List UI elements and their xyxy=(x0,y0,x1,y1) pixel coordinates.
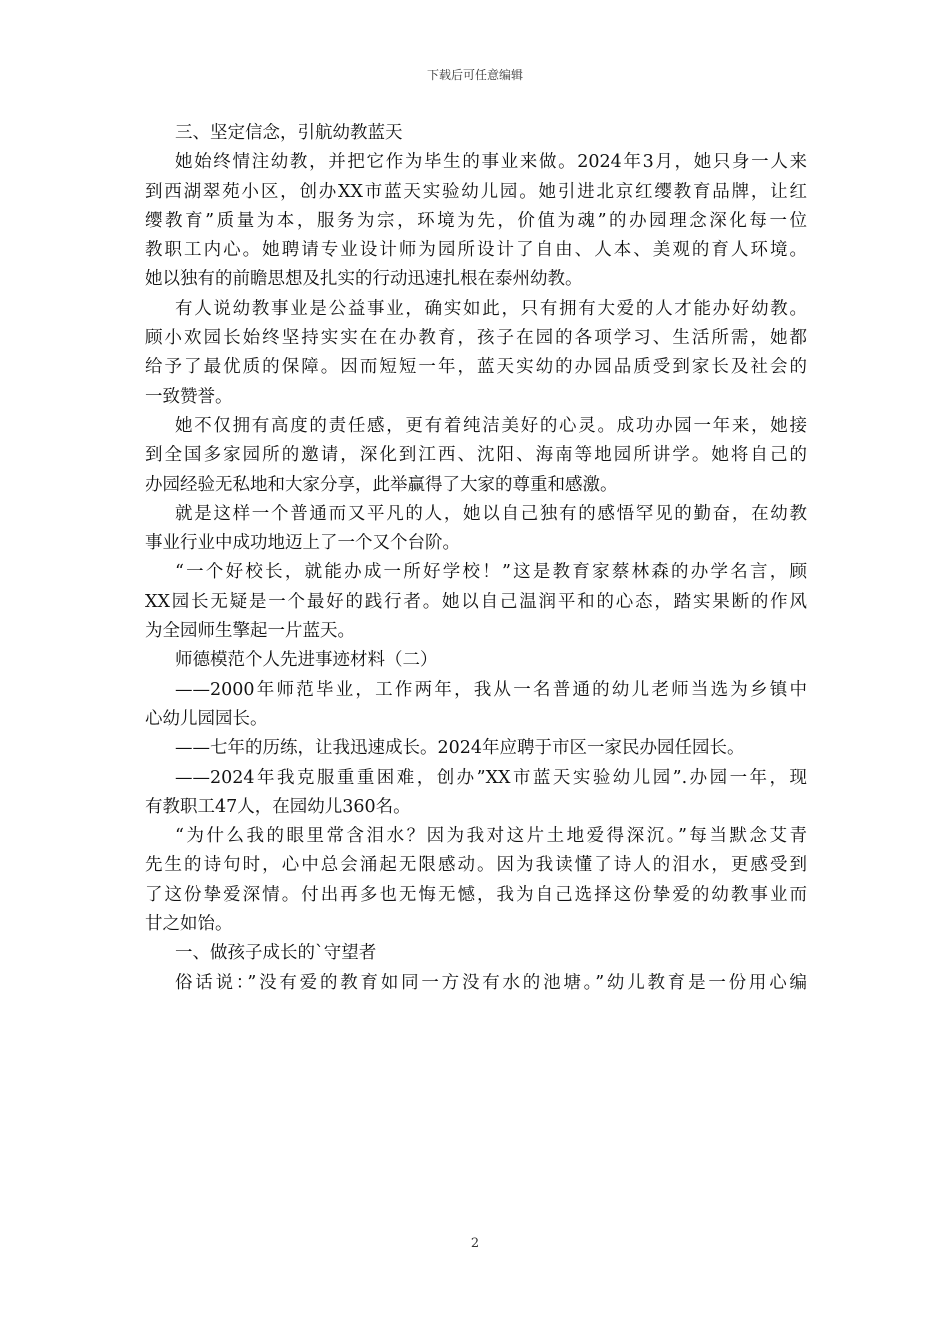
page-header: 下载后可任意编辑 xyxy=(426,68,523,82)
text-line: 一、做孩子成长的`守望者 xyxy=(175,943,377,964)
text-line: 她以独有的前瞻思想及扎实的行动迅速扎根在泰州幼教。 xyxy=(145,269,583,290)
text-line: 她不仅拥有高度的责任感，更有着纯洁美好的心灵。成功办园一年来，她接 xyxy=(175,415,807,436)
text-line: 事业行业中成功地迈上了一个又个台阶。 xyxy=(145,533,460,554)
text-line: 先生的诗句时，心中总会涌起无限感动。因为我读懂了诗人的泪水，更感受到 xyxy=(145,855,807,876)
text-line: 教职工内心。她聘请专业设计师为园所设计了自由、人本、美观的育人环境。 xyxy=(145,240,807,261)
text-line: 给予了最优质的保障。因而短短一年，蓝天实幼的办园品质受到家长及社会的 xyxy=(145,357,807,378)
text-line: 师德模范个人先进事迹材料（二） xyxy=(175,650,438,671)
text-line: 有人说幼教事业是公益事业，确实如此，只有拥有大爱的人才能办好幼教。 xyxy=(175,298,807,319)
text-line: 了这份挚爱深情。付出再多也无悔无憾，我为自己选择这份挚爱的幼教事业而 xyxy=(145,884,807,905)
text-line: 甘之如饴。 xyxy=(145,914,233,935)
text-line: 有教职工47人，在园幼儿360名。 xyxy=(145,796,411,817)
text-line: 顾小欢园长始终坚持实实在在办教育，孩子在园的各项学习、生活所需，她都 xyxy=(145,328,807,349)
text-line: 一致赞誉。 xyxy=(145,386,233,407)
text-line: 心幼儿园园长。 xyxy=(145,708,268,729)
text-line: 到全国多家园所的邀请，深化到江西、沈阳、海南等地园所讲学。她将自己的 xyxy=(145,445,807,466)
text-line: ——2000年师范毕业，工作两年，我从一名普通的幼儿老师当选为乡镇中 xyxy=(175,679,807,700)
text-line: 她始终情注幼教，并把它作为毕生的事业来做。2024年3月，她只身一人来 xyxy=(175,152,807,173)
text-line: 办园经验无私地和大家分享，此举赢得了大家的尊重和感激。 xyxy=(145,474,618,495)
document-body xyxy=(145,119,807,998)
text-line: XX园长无疑是一个最好的践行者。她以自己温润平和的心态，踏实果断的作风 xyxy=(145,591,807,612)
text-line: “为什么我的眼里常含泪水？因为我对这片土地爱得深沉。”每当默念艾青 xyxy=(175,826,807,847)
text-line: ——七年的历练，让我迅速成长。2024年应聘于市区一家民办园任园长。 xyxy=(175,738,745,759)
text-line: 为全园师生擎起一片蓝天。 xyxy=(145,621,355,642)
text-line: ——2024年我克服重重困难，创办”XX市蓝天实验幼儿园”.办园一年，现 xyxy=(175,767,807,788)
page-number: 2 xyxy=(470,1236,480,1251)
text-line: “一个好校长，就能办成一所好学校！”这是教育家蔡林森的办学名言，顾 xyxy=(175,562,807,583)
text-line: 就是这样一个普通而又平凡的人，她以自己独有的感悟罕见的勤奋，在幼教 xyxy=(175,503,807,524)
text-line: 三、坚定信念，引航幼教蓝天 xyxy=(175,123,403,143)
text-line: 到西湖翠苑小区，创办XX市蓝天实验幼儿园。她引进北京红缨教育品牌，让红 xyxy=(145,181,807,202)
text-line: 缨教育”质量为本，服务为宗，环境为先，价值为魂”的办园理念深化每一位 xyxy=(145,210,807,231)
text-line: 俗话说：”没有爱的教育如同一方没有水的池塘。”幼儿教育是一份用心编 xyxy=(175,972,807,993)
